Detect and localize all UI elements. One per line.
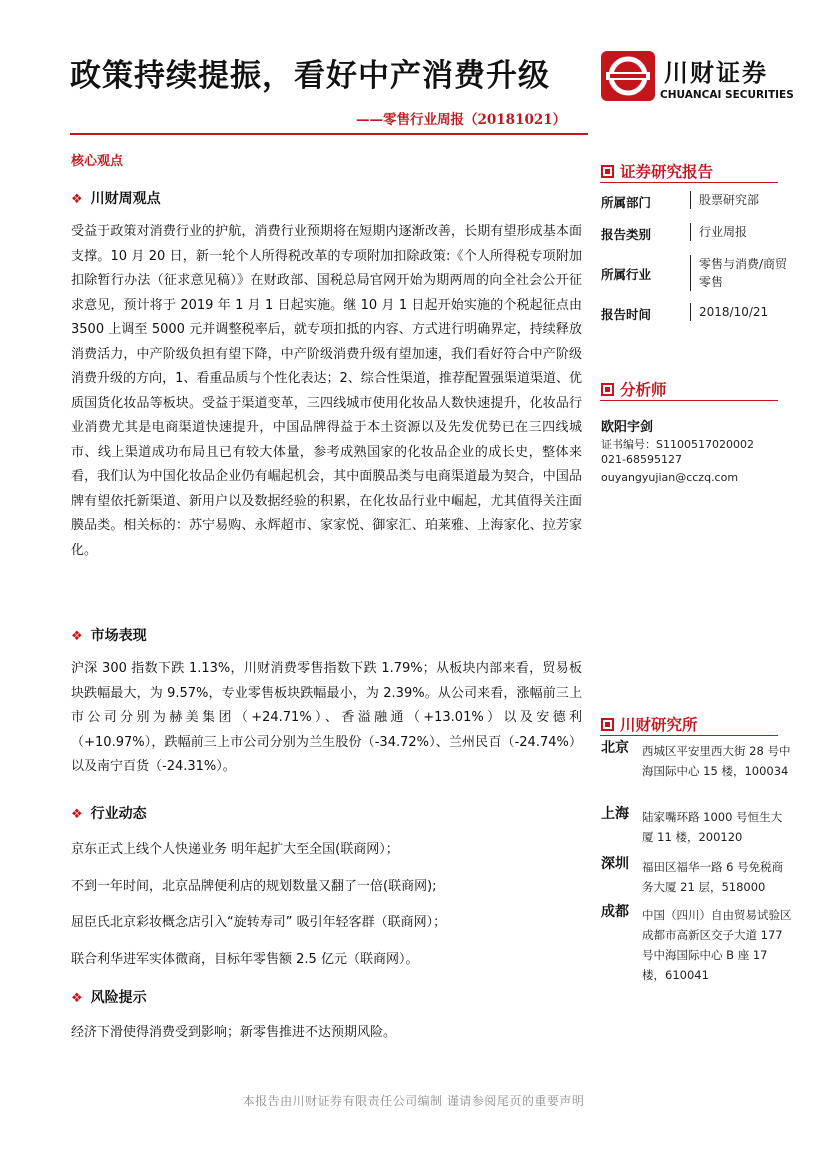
weekly-view-paragraph: 受益于政策对消费行业的护航，消费行业预期将在短期内逐渐改善，长期有望形成基本面支撑。10 月 20 日，新一轮个人所得税改革的专项附加扣除政策:《个人所得税专项附加扣除暂行办法（征求意见稿）》在财政部、国税总局官网开始为期两周的向全社会公开征求意见，预计将于 2019 年 1 月 1 日起实施。继 10 月 1 日起开始实施的个税起征点由 3500 上调至 5000 元并调整税率后，就专项扣抵的内容、方式进行明确界定，持续释放消费活力，中产阶级负担有望下降，中产阶级消费升级有望加速，我们看好符合中产阶级消费升级的方向，1、看重品质与个性化表达；2、综合性渠道，推荐配置强渠道渠道、优质国货化妆品等板块。受益于渠道变革，三四线城市使用化妆品人数快速提升，化妆品行业消费尤其是电商渠道快速提升，中国品牌得益于本土资源以及先发优势已在三四线城市、线上渠道成功布局且已有较大体量，参考成熟国家的化妆品企业的成长史，整体来看，我们认为中国化妆品企业仍有崛起机会，其中面膜品类与电商渠道最为契合，中国品牌有望依托新渠道、新用户以及数据经验的积累，在化妆品行业中崛起，尤其值得关注面膜品类。相关标的：苏宁易购、永辉超市、家家悦、御家汇、珀莱雅、上海家化、拉芳家化。 xyxy=(71,224,582,558)
diamond-bullet-icon: ❖ xyxy=(71,629,83,644)
logo-name-en: CHUANCAI SECURITIES xyxy=(660,89,794,101)
meta-value-department: 股票研究部 xyxy=(690,191,799,209)
square-bullet-icon xyxy=(601,718,614,731)
report-title: 政策持续提振，看好中产消费升级 xyxy=(70,58,550,94)
right-divider xyxy=(600,400,778,401)
header-divider xyxy=(70,133,588,135)
meta-value-category: 行业周报 xyxy=(690,223,799,241)
diamond-bullet-icon: ❖ xyxy=(71,807,83,822)
office-address-chengdu: 中国（四川）自由贸易试验区成都市高新区交子大道 177 号中海国际中心 B 座 17 楼，610041 xyxy=(642,908,792,982)
market-performance-paragraph: 沪深 300 指数下跌 1.13%，川财消费零售指数下跌 1.79%；从板块内部来看，贸易板块跌幅最大，为 9.57%，专业零售板块跌幅最小，为 2.39%。从公司来看，涨幅前三上市公司分别为赫美集团（+24.71%）、香溢融通（+13.01%）以及安德利（+10.97%），跌幅前三上市公司分别为兰生股份（-34.72%）、兰州民百（-24.74%）以及南宁百货（-24.31%）。 xyxy=(71,661,582,774)
diamond-bullet-icon: ❖ xyxy=(71,192,83,207)
industry-news-item: 不到一年时间，北京品牌便利店的规划数量又翻了一倍(联商网); xyxy=(71,879,437,894)
industry-news-item: 联合利华进军实体微商，目标年零售额 2.5 亿元（联商网）。 xyxy=(71,952,419,967)
chuancai-logo-icon xyxy=(600,50,656,102)
office-city-chengdu: 成都 xyxy=(601,904,629,920)
report-type-heading: 证券研究报告 xyxy=(601,160,713,182)
right-divider xyxy=(600,735,778,736)
square-bullet-icon xyxy=(601,165,614,178)
footer-disclaimer: 本报告由川财证券有限责任公司编制 谨请参阅尾页的重要声明 xyxy=(242,1094,585,1108)
institute-heading: 川财研究所 xyxy=(601,713,698,735)
diamond-bullet-icon: ❖ xyxy=(71,991,83,1006)
meta-key-date: 报告时间 xyxy=(601,307,652,322)
office-city-shenzhen: 深圳 xyxy=(601,856,629,872)
section-heading-industry-news: ❖ 行业动态 xyxy=(71,806,147,822)
square-bullet-icon xyxy=(601,383,614,396)
section-heading-risk: ❖ 风险提示 xyxy=(71,990,147,1006)
analyst-cert: 证书编号：S1100517020002 xyxy=(601,438,754,451)
meta-value-date: 2018/10/21 xyxy=(690,303,799,321)
risk-text: 经济下滑使得消费受到影响；新零售推进不达预期风险。 xyxy=(71,1025,397,1040)
office-city-beijing: 北京 xyxy=(601,740,629,756)
logo-name-cn: 川财证券 xyxy=(664,59,768,87)
office-address-beijing: 西城区平安里西大街 28 号中海国际中心 15 楼，100034 xyxy=(642,744,791,778)
section-heading-market-performance: ❖ 市场表现 xyxy=(71,628,147,644)
section-heading-weekly-view: ❖ 川财周观点 xyxy=(71,191,161,207)
meta-key-industry: 所属行业 xyxy=(601,267,652,282)
analyst-phone: 021-68595127 xyxy=(601,453,682,466)
report-subtitle: ——零售行业周报（20181021） xyxy=(356,112,567,128)
right-divider xyxy=(600,182,778,183)
analyst-name: 欧阳宇剑 xyxy=(601,420,654,435)
analyst-email[interactable]: ouyangyujian@cczq.com xyxy=(601,471,739,484)
office-address-shanghai: 陆家嘴环路 1000 号恒生大厦 11 楼，200120 xyxy=(642,810,783,844)
meta-value-industry: 零售与消费/商贸零售 xyxy=(690,255,799,291)
industry-news-item: 屈臣氏北京彩妆概念店引入“旋转寿司” 吸引年轻客群（联商网）； xyxy=(71,915,447,930)
core-views-label: 核心观点 xyxy=(71,154,124,169)
industry-news-item: 京东正式上线个人快递业务 明年起扩大至全国(联商网）； xyxy=(71,842,399,857)
meta-key-department: 所属部门 xyxy=(601,195,652,210)
office-city-shanghai: 上海 xyxy=(601,806,629,822)
meta-key-category: 报告类别 xyxy=(601,227,652,242)
analyst-heading: 分析师 xyxy=(601,378,667,400)
office-address-shenzhen: 福田区福华一路 6 号免税商务大厦 21 层，518000 xyxy=(642,860,784,894)
